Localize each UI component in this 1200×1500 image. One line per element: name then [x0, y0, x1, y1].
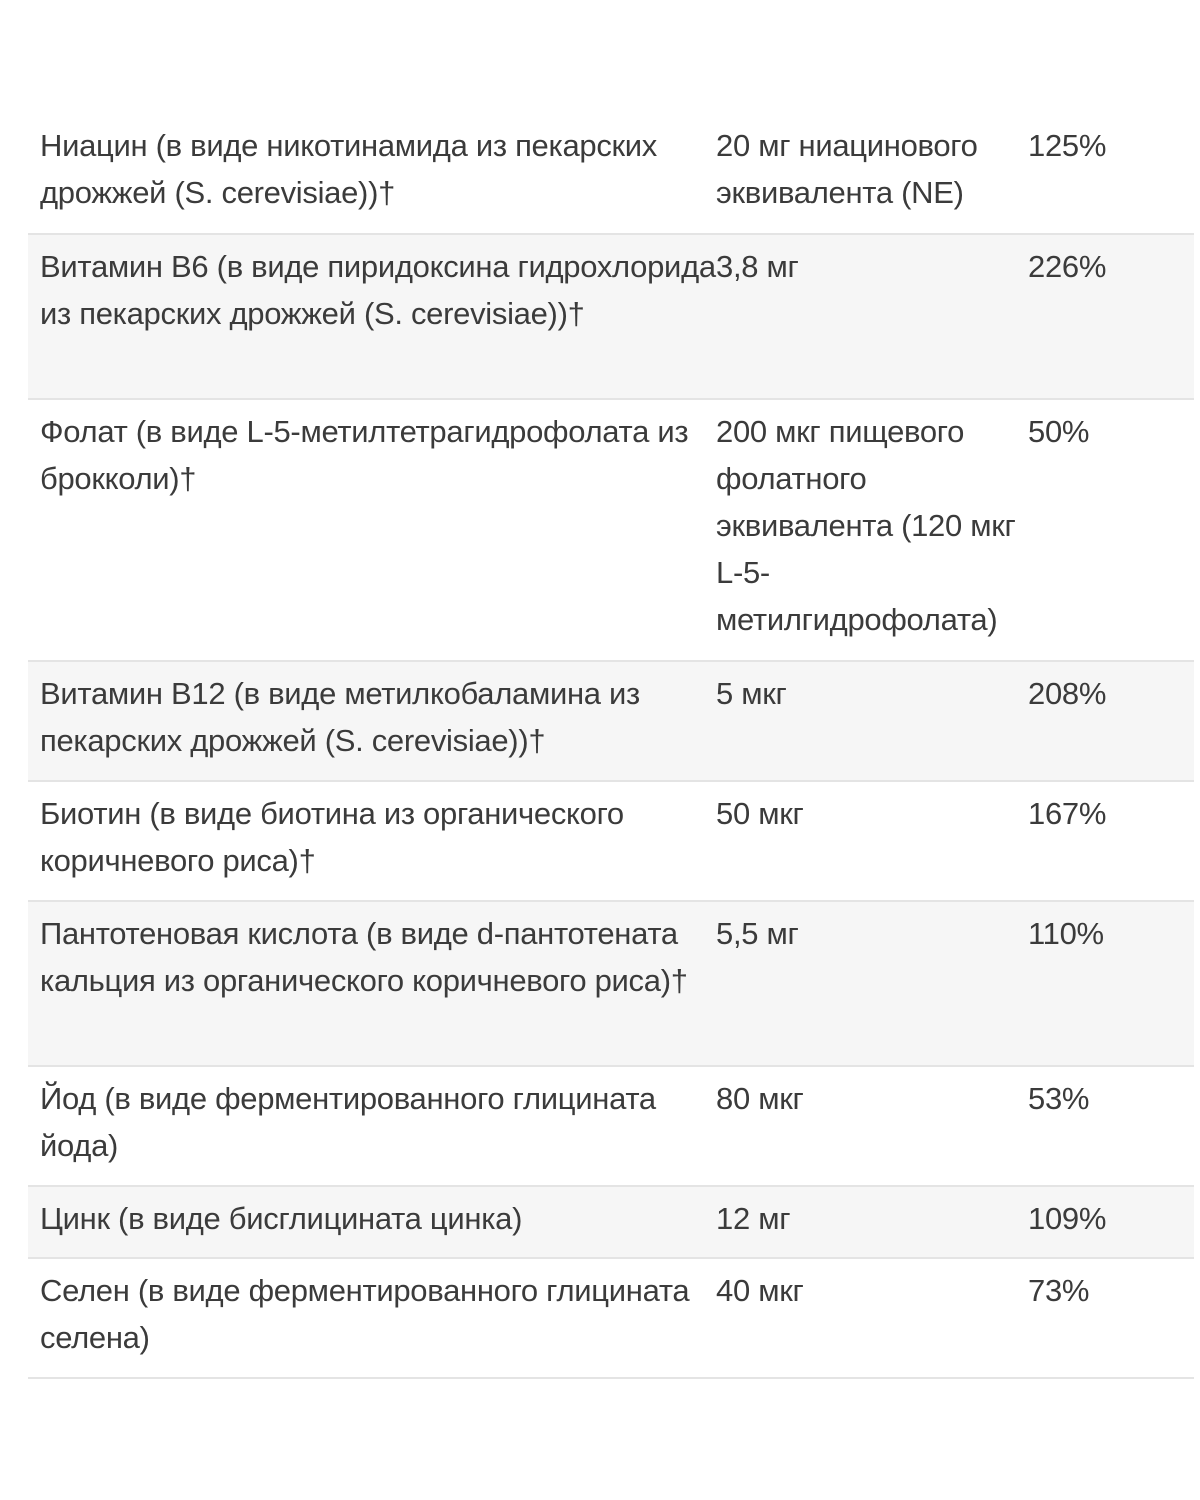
table-row: [28, 781, 1194, 901]
nutrient-name: Пантотеновая кислота (в виде d-пантотената кальция из органического коричневого риса)†: [40, 916, 688, 998]
nutrient-daily-value: 110%: [1028, 916, 1104, 951]
nutrient-amount: 200 мкг пищевого фолатного эквивалента (120 мкг L-5-метилгидрофолата): [716, 414, 1016, 637]
nutrient-amount: 12 мг: [716, 1201, 791, 1236]
nutrient-daily-value: 167%: [1028, 796, 1107, 831]
nutrient-daily-value: 50%: [1028, 414, 1090, 449]
nutrient-amount: 20 мг ниацинового эквивалента (NE): [716, 128, 978, 210]
nutrient-name: Витамин B12 (в виде метилкобаламина из пекарских дрожжей (S. cerevisiae))†: [40, 676, 640, 758]
nutrient-name: Витамин B6 (в виде пиридоксина гидрохлорида из пекарских дрожжей (S. cerevisiae))†: [40, 249, 716, 331]
nutrient-daily-value: 109%: [1028, 1201, 1107, 1236]
nutrient-daily-value: 226%: [1028, 249, 1107, 284]
nutrient-daily-value: 125%: [1028, 128, 1107, 163]
nutrient-amount: 40 мкг: [716, 1273, 804, 1308]
nutrient-table: [28, 122, 1194, 1379]
nutrient-name: Цинк (в виде бисглицината цинка): [40, 1201, 523, 1236]
table-row: [28, 661, 1194, 781]
table-row: [28, 1066, 1194, 1186]
nutrient-name: Селен (в виде ферментированного глицината селена): [40, 1273, 690, 1355]
nutrient-daily-value: 53%: [1028, 1081, 1090, 1116]
nutrient-amount: 5,5 мг: [716, 916, 799, 951]
nutrient-name: Йод (в виде ферментированного глицината йода): [40, 1081, 656, 1163]
nutrient-amount: 3,8 мг: [716, 249, 799, 284]
table-row: [28, 1186, 1194, 1258]
nutrient-daily-value: 208%: [1028, 676, 1107, 711]
table-row: [28, 1258, 1194, 1378]
table-row: [28, 901, 1194, 1066]
nutrient-amount: 5 мкг: [716, 676, 787, 711]
table-row: [28, 234, 1194, 399]
nutrient-amount: 50 мкг: [716, 796, 804, 831]
nutrient-daily-value: 73%: [1028, 1273, 1090, 1308]
nutrient-name: Фолат (в виде L-5-метилтетрагидрофолата из брокколи)†: [40, 414, 689, 496]
nutrient-name: Ниацин (в виде никотинамида из пекарских дрожжей (S. cerevisiae))†: [40, 128, 658, 210]
nutrient-amount: 80 мкг: [716, 1081, 804, 1116]
table-row: [28, 399, 1194, 661]
table-row: [28, 122, 1194, 234]
nutrient-name: Биотин (в виде биотина из органического коричневого риса)†: [40, 796, 624, 878]
